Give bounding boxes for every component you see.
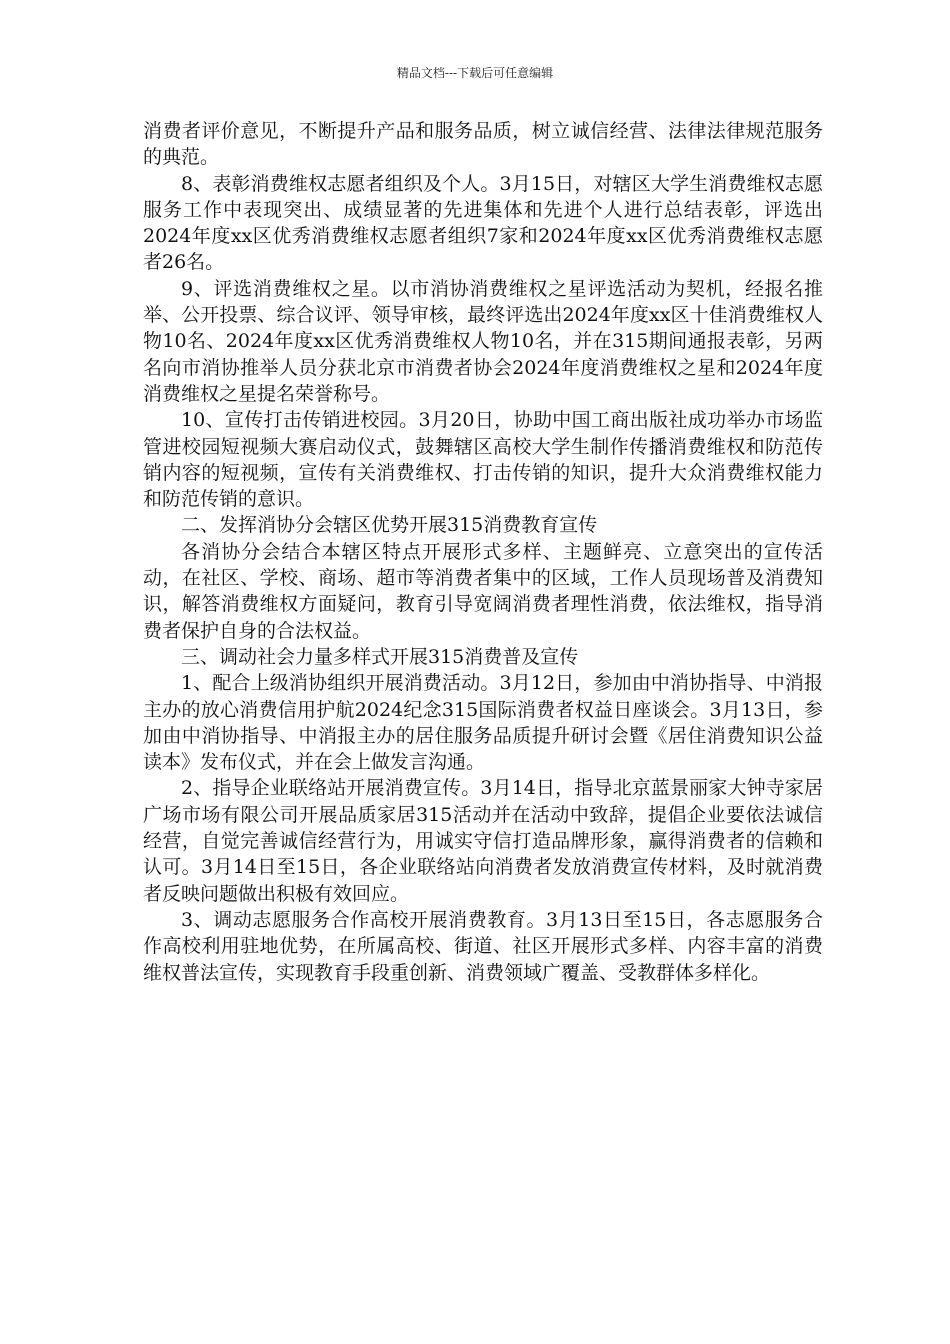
paragraph-item-2: 2、指导企业联络站开展消费宣传。3月14日，指导北京蓝景丽家大钟寺家居广场市场有限公司开展品质家居315活动并在活动中致辞，提倡企业要依法诚信经营，自觉完善诚信经营行为，用诚实守信打造品牌形象，赢得消费者的信赖和认可。3月14日至15日，各企业联络站向消费者发放消费宣传材料，及时就消费者反映问题做出积极有效回应。 xyxy=(143,777,823,905)
paragraph-item-3: 3、调动志愿服务合作高校开展消费教育。3月13日至15日，各志愿服务合作高校利用驻地优势，在所属高校、街道、社区开展形式多样、内容丰富的消费维权普法宣传，实现教育手段重创新、消费领域广覆盖、受教群体多样化。 xyxy=(143,908,823,984)
paragraph-item-1: 1、配合上级消协组织开展消费活动。3月12日，参加由中消协指导、中消报主办的放心消费信用护航2024纪念315国际消费者权益日座谈会。3月13日，参加由中消协指导、中消报主办的居住服务品质提升研讨会暨《居住消费知识公益读本》发布仪式，并在会上做发言沟通。 xyxy=(143,672,823,774)
paragraph-item-10: 10、宣传打击传销进校园。3月20日，协助中国工商出版社成功举办市场监管进校园短视频大赛启动仪式，鼓舞辖区高校大学生制作传播消费维权和防范传销内容的短视频，宣传有关消费维权、打击传销的知识，提升大众消费维权能力和防范传销的意识。 xyxy=(143,409,823,511)
document-body xyxy=(143,118,823,986)
paragraph-continuation: 消费者评价意见，不断提升产品和服务品质，树立诚信经营、法律法律规范服务的典范。 xyxy=(143,120,823,169)
paragraph-item-9: 9、评选消费维权之星。以市消协消费维权之星评选活动为契机，经报名推举、公开投票、综合议评、领导审核，最终评选出2024年度xx区十佳消费维权人物10名、2024年度xx区优秀消费维权人物10名，并在315期间通报表彰，另两名向市消协推举人员分获北京市消费者协会2024年度消费维权之星和2024年度消费维权之星提名荣誉称号。 xyxy=(143,277,823,405)
section-heading-3: 三、调动社会力量多样式开展315消费普及宣传 xyxy=(181,645,579,668)
section-heading-2: 二、发挥消协分会辖区优势开展315消费教育宣传 xyxy=(181,514,598,537)
paragraph-item-8: 8、表彰消费维权志愿者组织及个人。3月15日，对辖区大学生消费维权志愿服务工作中表现突出、成绩显著的先进集体和先进个人进行总结表彰，评选出2024年度xx区优秀消费维权志愿者组织7家和2024年度xx区优秀消费维权志愿者26名。 xyxy=(143,172,823,274)
paragraph-section-2: 各消协分会结合本辖区特点开展形式多样、主题鲜亮、立意突出的宣传活动，在社区、学校、商场、超市等消费者集中的区域，工作人员现场普及消费知识，解答消费维权方面疑问，教育引导宽阔消费者理性消费，依法维权，指导消费者保护自身的合法权益。 xyxy=(143,540,823,642)
page-header: 精品文档---下载后可任意编辑 xyxy=(396,66,554,80)
